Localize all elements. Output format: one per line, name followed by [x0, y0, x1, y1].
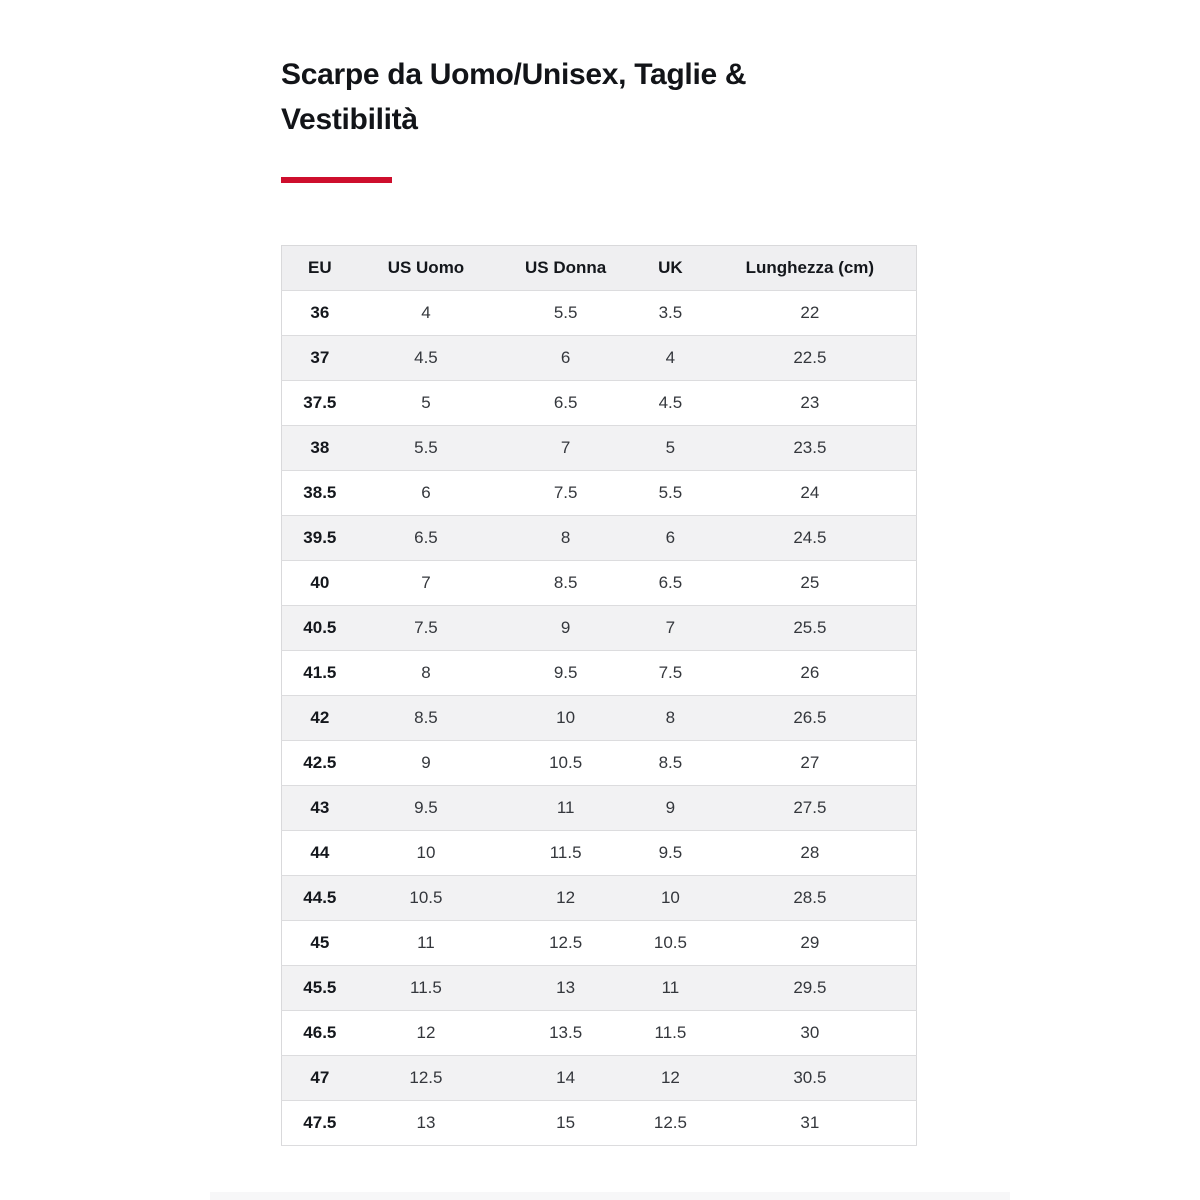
- cell-uk: 7: [637, 606, 704, 651]
- cell-eu: 46.5: [282, 1011, 358, 1056]
- table-row: [282, 561, 917, 606]
- page-title-line-2: Vestibilità: [281, 103, 418, 136]
- cell-eu: 44.5: [282, 876, 358, 921]
- cell-lunghezza: 29.5: [704, 966, 917, 1011]
- page-title: [281, 52, 841, 142]
- cell-us-donna: 11: [494, 786, 637, 831]
- cell-us-uomo: 10: [358, 831, 495, 876]
- cell-eu: 43: [282, 786, 358, 831]
- table-body: [282, 291, 917, 1146]
- cell-us-uomo: 5.5: [358, 426, 495, 471]
- cell-uk: 10: [637, 876, 704, 921]
- cell-eu: 37: [282, 336, 358, 381]
- col-header-us-uomo: US Uomo: [358, 246, 495, 291]
- page-title-line-1: Scarpe da Uomo/Unisex, Taglie &: [281, 58, 747, 91]
- cell-us-donna: 5.5: [494, 291, 637, 336]
- cell-us-donna: 6: [494, 336, 637, 381]
- cell-eu: 36: [282, 291, 358, 336]
- table-row: [282, 471, 917, 516]
- cell-lunghezza: 26.5: [704, 696, 917, 741]
- cell-eu: 40.5: [282, 606, 358, 651]
- cell-uk: 4: [637, 336, 704, 381]
- cell-uk: 7.5: [637, 651, 704, 696]
- col-header-lunghezza: Lunghezza (cm): [704, 246, 917, 291]
- cell-uk: 9: [637, 786, 704, 831]
- table-header-row: [282, 246, 917, 291]
- bottom-divider: [210, 1192, 1010, 1200]
- cell-us-uomo: 5: [358, 381, 495, 426]
- cell-uk: 12: [637, 1056, 704, 1101]
- cell-eu: 47: [282, 1056, 358, 1101]
- cell-lunghezza: 27.5: [704, 786, 917, 831]
- table-row: [282, 921, 917, 966]
- size-chart-container: [281, 245, 917, 1146]
- cell-lunghezza: 26: [704, 651, 917, 696]
- cell-us-uomo: 9.5: [358, 786, 495, 831]
- cell-eu: 45: [282, 921, 358, 966]
- cell-lunghezza: 25: [704, 561, 917, 606]
- cell-lunghezza: 28.5: [704, 876, 917, 921]
- cell-lunghezza: 25.5: [704, 606, 917, 651]
- cell-eu: 45.5: [282, 966, 358, 1011]
- cell-uk: 6.5: [637, 561, 704, 606]
- cell-lunghezza: 31: [704, 1101, 917, 1146]
- cell-us-uomo: 11: [358, 921, 495, 966]
- cell-eu: 39.5: [282, 516, 358, 561]
- cell-us-donna: 12.5: [494, 921, 637, 966]
- cell-eu: 38: [282, 426, 358, 471]
- cell-us-donna: 7: [494, 426, 637, 471]
- cell-us-uomo: 12: [358, 1011, 495, 1056]
- cell-lunghezza: 24.5: [704, 516, 917, 561]
- cell-us-donna: 9: [494, 606, 637, 651]
- table-row: [282, 336, 917, 381]
- cell-us-uomo: 7: [358, 561, 495, 606]
- cell-uk: 11.5: [637, 1011, 704, 1056]
- cell-us-uomo: 8.5: [358, 696, 495, 741]
- cell-us-donna: 13.5: [494, 1011, 637, 1056]
- cell-lunghezza: 22.5: [704, 336, 917, 381]
- table-row: [282, 651, 917, 696]
- cell-lunghezza: 27: [704, 741, 917, 786]
- cell-us-donna: 8.5: [494, 561, 637, 606]
- col-header-eu: EU: [282, 246, 358, 291]
- cell-lunghezza: 24: [704, 471, 917, 516]
- cell-us-donna: 7.5: [494, 471, 637, 516]
- cell-eu: 37.5: [282, 381, 358, 426]
- table-row: [282, 1011, 917, 1056]
- cell-lunghezza: 23.5: [704, 426, 917, 471]
- cell-us-uomo: 11.5: [358, 966, 495, 1011]
- table-row: [282, 426, 917, 471]
- cell-eu: 40: [282, 561, 358, 606]
- cell-lunghezza: 29: [704, 921, 917, 966]
- cell-eu: 42.5: [282, 741, 358, 786]
- table-row: [282, 966, 917, 1011]
- table-row: [282, 786, 917, 831]
- cell-us-uomo: 4.5: [358, 336, 495, 381]
- col-header-us-donna: US Donna: [494, 246, 637, 291]
- table-row: [282, 876, 917, 921]
- cell-us-uomo: 6: [358, 471, 495, 516]
- col-header-uk: UK: [637, 246, 704, 291]
- cell-uk: 4.5: [637, 381, 704, 426]
- cell-us-donna: 10.5: [494, 741, 637, 786]
- cell-eu: 38.5: [282, 471, 358, 516]
- title-accent-bar: [281, 177, 392, 183]
- cell-us-donna: 14: [494, 1056, 637, 1101]
- size-chart-table: [281, 245, 917, 1146]
- cell-us-donna: 15: [494, 1101, 637, 1146]
- cell-us-uomo: 13: [358, 1101, 495, 1146]
- cell-uk: 9.5: [637, 831, 704, 876]
- cell-eu: 47.5: [282, 1101, 358, 1146]
- table-row: [282, 831, 917, 876]
- cell-us-uomo: 10.5: [358, 876, 495, 921]
- cell-us-uomo: 4: [358, 291, 495, 336]
- cell-uk: 5.5: [637, 471, 704, 516]
- cell-lunghezza: 22: [704, 291, 917, 336]
- cell-uk: 10.5: [637, 921, 704, 966]
- cell-us-donna: 13: [494, 966, 637, 1011]
- cell-uk: 6: [637, 516, 704, 561]
- table-row: [282, 291, 917, 336]
- cell-us-donna: 8: [494, 516, 637, 561]
- cell-us-donna: 12: [494, 876, 637, 921]
- cell-uk: 5: [637, 426, 704, 471]
- cell-uk: 8.5: [637, 741, 704, 786]
- cell-us-donna: 9.5: [494, 651, 637, 696]
- table-row: [282, 1101, 917, 1146]
- cell-lunghezza: 23: [704, 381, 917, 426]
- cell-us-uomo: 8: [358, 651, 495, 696]
- cell-lunghezza: 28: [704, 831, 917, 876]
- cell-us-uomo: 6.5: [358, 516, 495, 561]
- table-row: [282, 1056, 917, 1101]
- cell-us-uomo: 7.5: [358, 606, 495, 651]
- table-row: [282, 696, 917, 741]
- cell-us-uomo: 12.5: [358, 1056, 495, 1101]
- section-header: [281, 52, 921, 183]
- cell-eu: 42: [282, 696, 358, 741]
- cell-eu: 44: [282, 831, 358, 876]
- cell-uk: 12.5: [637, 1101, 704, 1146]
- cell-us-donna: 6.5: [494, 381, 637, 426]
- cell-eu: 41.5: [282, 651, 358, 696]
- cell-uk: 3.5: [637, 291, 704, 336]
- cell-us-donna: 10: [494, 696, 637, 741]
- table-row: [282, 606, 917, 651]
- cell-uk: 8: [637, 696, 704, 741]
- table-row: [282, 381, 917, 426]
- cell-lunghezza: 30.5: [704, 1056, 917, 1101]
- cell-us-uomo: 9: [358, 741, 495, 786]
- table-row: [282, 516, 917, 561]
- cell-us-donna: 11.5: [494, 831, 637, 876]
- cell-lunghezza: 30: [704, 1011, 917, 1056]
- cell-uk: 11: [637, 966, 704, 1011]
- table-row: [282, 741, 917, 786]
